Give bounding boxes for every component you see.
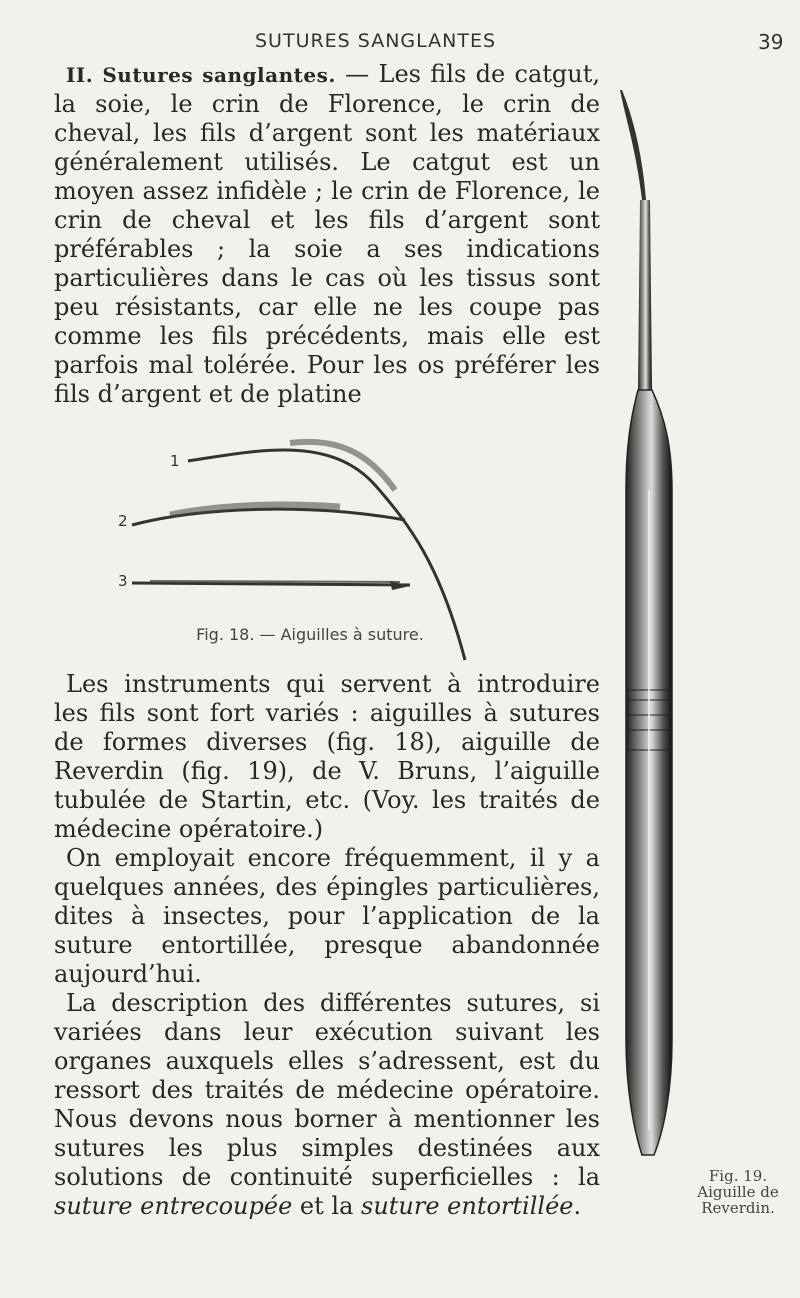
p3-start: La description des différentes sutures, si variées dans leur exécution suivant les organes auxquels elles s’adressent, est du ressort des traités de médecine opératoire. Nous devons nous borner à mentionner les sutures les plus simples destinées aux solutions de continuité superficielles : la	[54, 989, 600, 1191]
p3-mid: et la	[292, 1192, 361, 1220]
figure-19-caption-line3: Reverdin.	[701, 1199, 775, 1217]
figure-18-caption: Fig. 18. — Aiguilles à suture.	[196, 625, 424, 644]
needle-label-1: 1	[170, 452, 180, 470]
section-paragraph	[54, 60, 600, 409]
needle-label-3: 3	[118, 572, 128, 590]
running-head: SUTURES SANGLANTES	[255, 30, 497, 52]
body-text	[54, 670, 600, 1221]
paragraph-description	[54, 989, 600, 1221]
section-heading: II. Sutures sanglantes.	[66, 63, 336, 87]
heading-dash: —	[335, 60, 379, 88]
figure-19-caption	[688, 1168, 788, 1216]
figure-19-reverdin-needle	[612, 90, 682, 1160]
figure-19-caption-line1: Fig. 19.	[708, 1167, 768, 1185]
needle-label-2: 2	[118, 512, 128, 530]
paragraph-epingles: On employait encore fréquemment, il y a quelques années, des épingles particulières, dites à insectes, pour l’application de la suture entortillée, presque abandonnée aujourd’hui.	[54, 844, 600, 988]
paragraph-instruments: Les instruments qui servent à introduire les fils sont fort variés : aiguilles à sutures de formes diverses (fig. 18), aiguille de Reverdin (fig. 19), de V. Bruns, l’aiguille tubulée de Startin, etc. (Voy. les traités de médecine opératoire.)	[54, 670, 600, 843]
page-number: 39	[758, 30, 784, 54]
term-suture-entrecoupee: suture entrecoupée	[54, 1192, 293, 1220]
term-suture-entortillee: suture entortillée	[361, 1192, 574, 1220]
section-text: Les fils de catgut, la soie, le crin de Florence, le crin de cheval, les fils d’argent sont les matériaux généralement utilisés. Le catgut est un moyen assez infidèle ; le crin de Florence, le crin de cheval et les fils d’argent sont préférables ; la soie a ses indications particulières dans le cas où les tissus sont peu résistants, car elle ne les coupe pas comme les fils précédents, mais elle est parfois mal tolérée. Pour les os préférer les fils d’argent et de platine	[54, 60, 601, 408]
figure-19-caption-line2: Aiguille de	[697, 1183, 779, 1201]
needle-3	[132, 583, 410, 585]
p3-end: .	[573, 1192, 582, 1220]
